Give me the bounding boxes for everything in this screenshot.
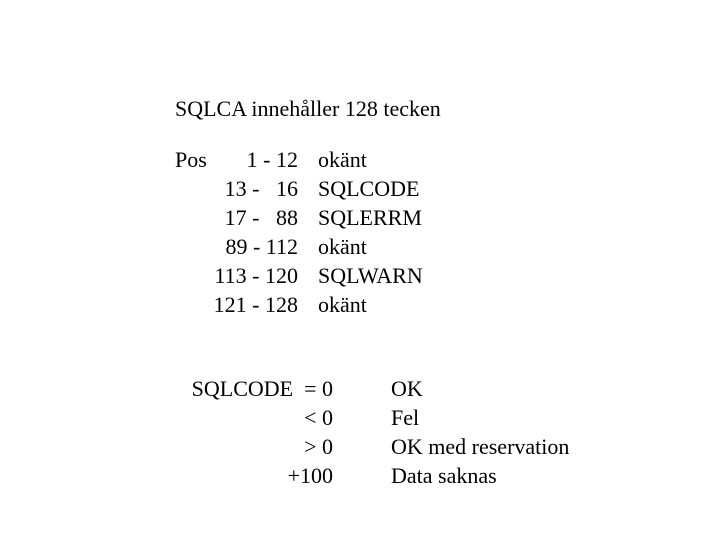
slide-title: SQLCA innehåller 128 tecken [175, 96, 441, 121]
sqlcode-row [0, 375, 720, 404]
position-description: okänt [318, 147, 367, 172]
sqlcode-value: +100 [287, 463, 333, 488]
sqlcode-table [0, 375, 720, 491]
sqlcode-meaning: OK med reservation [391, 434, 570, 459]
position-range: 1 - 12 [246, 147, 298, 172]
sqlcode-meaning: Data saknas [391, 463, 497, 488]
position-description: okänt [318, 234, 367, 259]
position-range: 113 - 120 [214, 263, 298, 288]
position-description: okänt [318, 292, 367, 317]
sqlcode-row [0, 404, 720, 433]
sqlcode-value: < 0 [304, 405, 333, 430]
position-range: 89 - 112 [225, 234, 298, 259]
sqlcode-value: > 0 [304, 434, 333, 459]
position-description: SQLWARN [318, 263, 423, 288]
position-description: SQLERRM [318, 205, 422, 230]
position-description: SQLCODE [318, 176, 420, 201]
sqlcode-row [0, 462, 720, 491]
pos-label: Pos [175, 147, 207, 172]
sqlcode-meaning: Fel [391, 405, 420, 430]
position-range: 13 - 16 [224, 176, 298, 201]
position-range: 121 - 128 [213, 292, 298, 317]
sqlcode-meaning: OK [391, 376, 423, 401]
sqlcode-value: SQLCODE = 0 [191, 376, 333, 401]
position-range: 17 - 88 [224, 205, 298, 230]
sqlcode-row [0, 433, 720, 462]
